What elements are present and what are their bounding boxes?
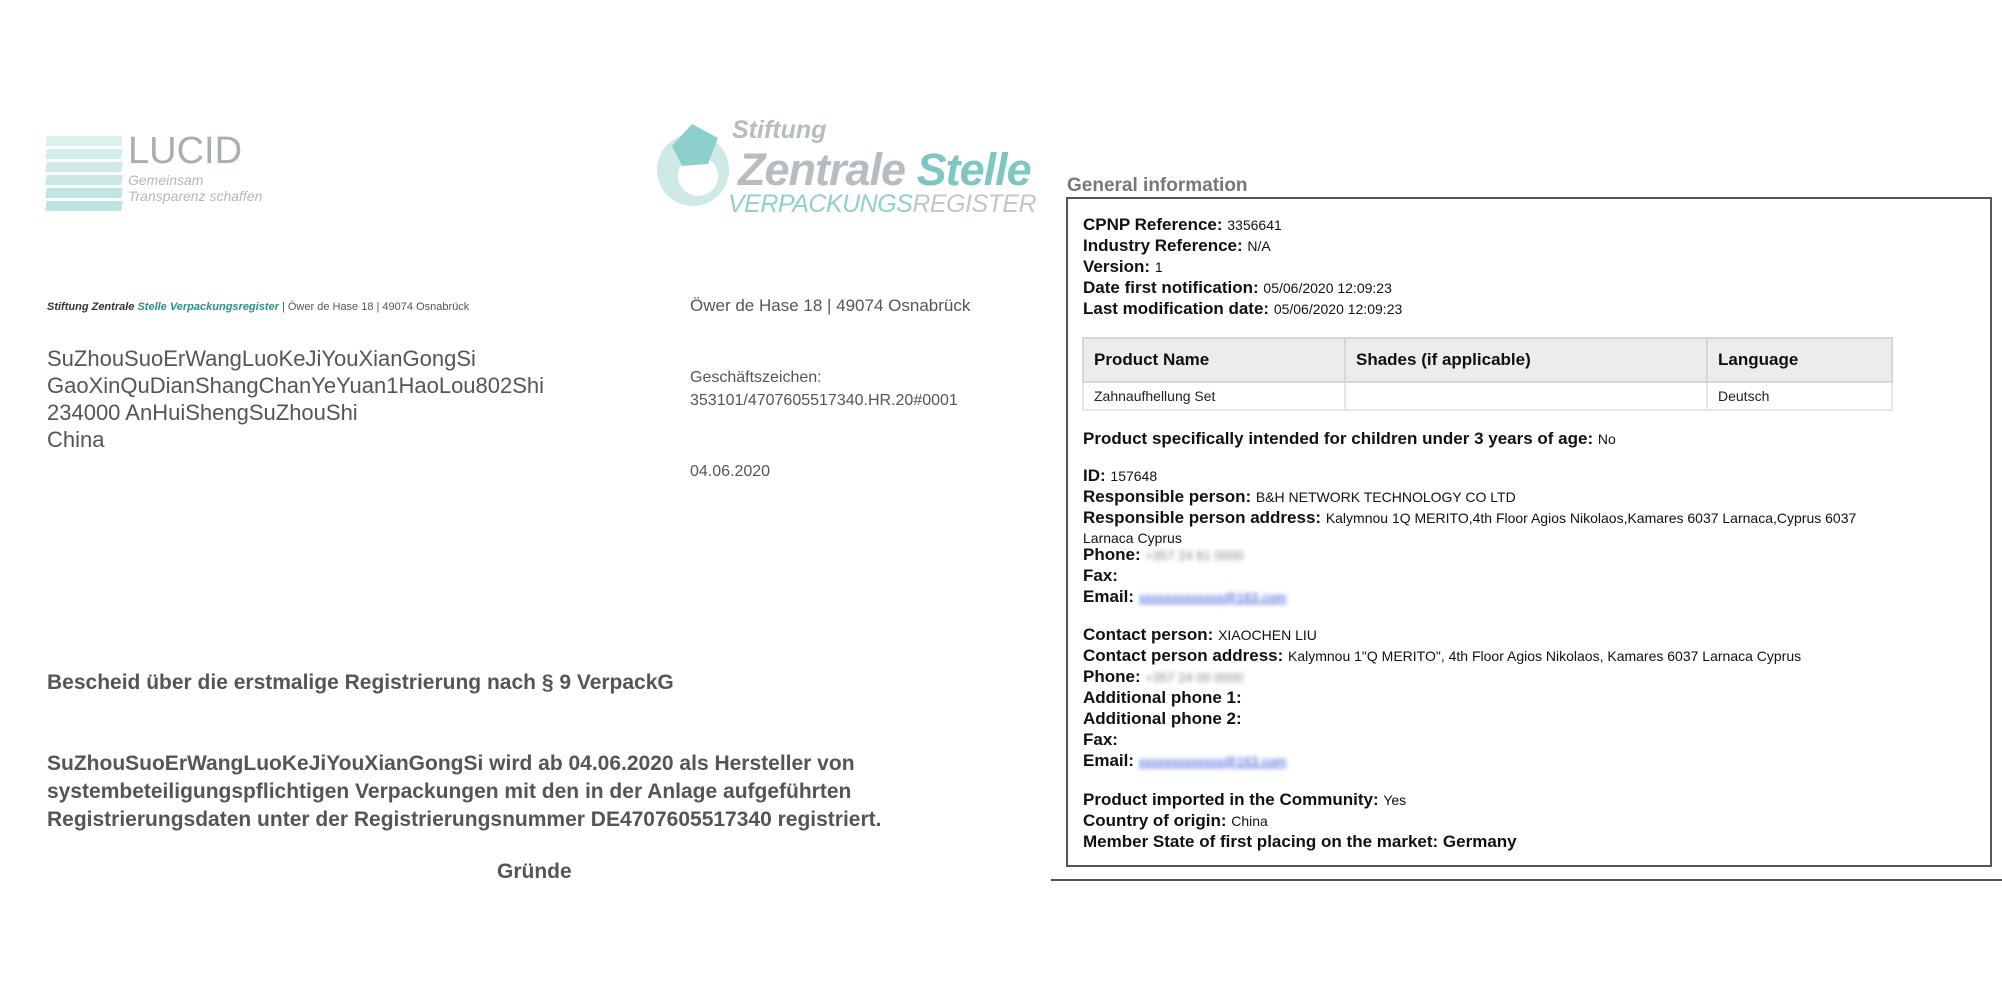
first-notification: Date first notification: 05/06/2020 12:09:23: [1083, 278, 1392, 297]
table-header: Product Name: [1083, 338, 1345, 382]
table-row: [1083, 382, 1892, 410]
lucid-subtitle: Transparenz schaffen: [128, 188, 263, 204]
responsible-fax: Fax:: [1083, 566, 1118, 585]
recipient-line: 234000 AnHuiShengSuZhouShi: [47, 400, 358, 425]
body-line: Registrierungsdaten unter der Registrierungsnummer DE4707605517340 registriert.: [47, 808, 882, 831]
additional-phone-1: Additional phone 1:: [1083, 688, 1242, 707]
letter-body: [47, 750, 1007, 834]
stiftung-name: Zentrale Stelle: [738, 144, 1031, 195]
letter-subject: Bescheid über die erstmalige Registrierung nach § 9 VerpackG: [47, 671, 674, 694]
table-header: Shades (if applicable): [1345, 338, 1707, 382]
responsible-email: Email: xxxxxxxxxxxxx@163.com: [1083, 587, 1287, 606]
table-cell: Deutsch: [1707, 382, 1892, 410]
contact-email: Email: xxxxxxxxxxxxx@163.com: [1083, 751, 1287, 770]
redacted-email[interactable]: xxxxxxxxxxxxx@163.com: [1138, 754, 1287, 769]
recipient-address: [47, 345, 544, 453]
reference-label: Geschäftszeichen:: [690, 369, 822, 386]
sender-line: Stiftung Zentrale Stelle Verpackungsregister | Öwer de Hase 18 | 49074 Osnabrück: [47, 301, 470, 313]
redacted-email[interactable]: xxxxxxxxxxxxx@163.com: [1138, 590, 1287, 605]
contact-fax: Fax:: [1083, 730, 1118, 749]
letter-date: 04.06.2020: [690, 463, 771, 480]
body-line: SuZhouSuoErWangLuoKeJiYouXianGongSi wird ab 04.06.2020 als Hersteller von: [47, 752, 855, 775]
lucid-stack-icon: [46, 136, 122, 210]
version: Version: 1: [1083, 257, 1163, 276]
stiftung-mark-icon: [652, 118, 734, 214]
sender-address: Öwer de Hase 18 | 49074 Osnabrück: [690, 296, 971, 315]
responsible-address-line2: Larnaca Cyprus: [1083, 530, 1182, 546]
member-state: Member State of first placing on the market: Germany: [1083, 832, 1517, 851]
responsible-address: Responsible person address: Kalymnou 1Q MERITO,4th Floor Agios Nikolaos,Kamares 6037 Larnaca,Cyprus 6037: [1083, 508, 1857, 527]
country-of-origin: Country of origin: China: [1083, 811, 1268, 830]
reference-value: 353101/4707605517340.HR.20#0001: [690, 392, 958, 409]
lucid-logo: [46, 130, 306, 215]
lucid-subtitle: Gemeinsam: [128, 172, 204, 188]
stiftung-logo: [652, 116, 1037, 226]
recipient-line: SuZhouSuoErWangLuoKeJiYouXianGongSi: [47, 346, 476, 371]
recipient-line: China: [47, 427, 105, 452]
contact-person: Contact person: XIAOCHEN LIU: [1083, 625, 1317, 644]
recipient-line: GaoXinQuDianShangChanYeYuan1HaoLou802Shi: [47, 373, 545, 398]
contact-phone: Phone: +357 24 00 0000: [1083, 667, 1244, 686]
stiftung-register: VERPACKUNGSREGISTER: [728, 190, 1037, 218]
additional-phone-2: Additional phone 2:: [1083, 709, 1242, 728]
section-heading: Gründe: [497, 860, 572, 883]
body-line: systembeteiligungspflichtigen Verpackungen mit den in der Anlage aufgeführten: [47, 780, 852, 803]
table-cell: [1345, 382, 1707, 410]
general-info-title: General information: [1067, 175, 1248, 196]
imported-flag: Product imported in the Community: Yes: [1083, 790, 1407, 809]
table-cell: Zahnaufhellung Set: [1083, 382, 1345, 410]
stiftung-word: Stiftung: [732, 116, 827, 144]
children-flag: Product specifically intended for children under 3 years of age: No: [1083, 429, 1616, 448]
responsible-person: Responsible person: B&H NETWORK TECHNOLOGY CO LTD: [1083, 487, 1516, 506]
product-id: ID: 157648: [1083, 466, 1158, 485]
table-header: Language: [1707, 338, 1892, 382]
industry-reference: Industry Reference: N/A: [1083, 236, 1271, 255]
redacted-phone: +357 24 00 0000: [1145, 670, 1244, 685]
redacted-phone: +357 24 81 0000: [1145, 548, 1244, 563]
lucid-title: LUCID: [128, 130, 243, 172]
responsible-phone: Phone: +357 24 81 0000: [1083, 545, 1244, 564]
cpnp-reference: CPNP Reference: 3356641: [1083, 215, 1282, 234]
divider: [1051, 879, 2002, 881]
product-table: [1082, 337, 1893, 411]
contact-address: Contact person address: Kalymnou 1"Q MERITO", 4th Floor Agios Nikolaos, Kamares 6037 Larnaca Cyprus: [1083, 646, 1802, 665]
last-modification: Last modification date: 05/06/2020 12:09:23: [1083, 299, 1403, 318]
